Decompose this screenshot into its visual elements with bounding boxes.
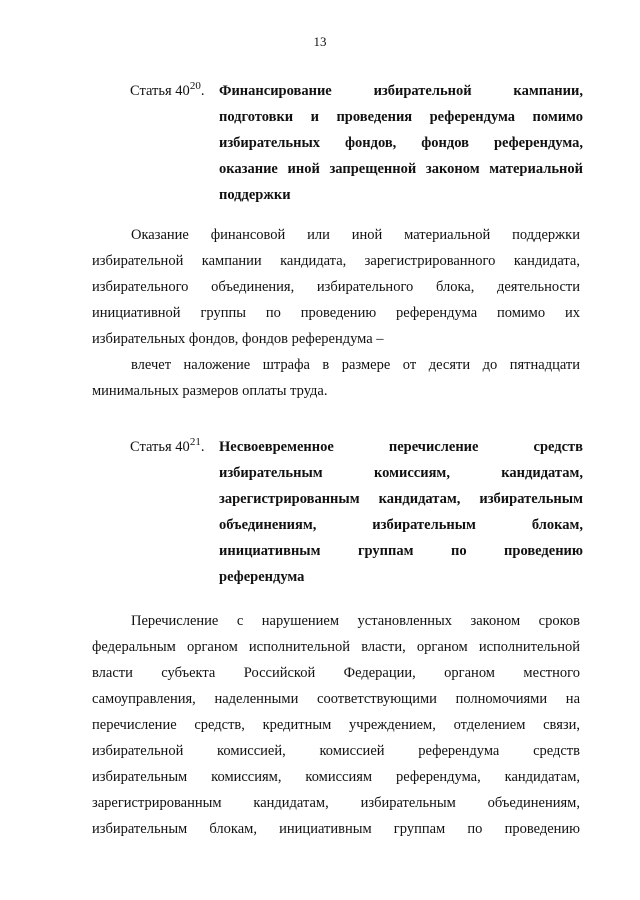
paragraph-line: власти субъекта Российской Федерации, органом местного	[92, 665, 580, 681]
article-title-line: референдума	[219, 569, 305, 585]
article-title-line: избирательным комиссиям, кандидатам,	[219, 465, 583, 481]
paragraph-line: влечет наложение штрафа в размере от десяти до пятнадцати	[131, 357, 580, 373]
article-title-line: оказание иной запрещенной законом материальной	[219, 161, 583, 177]
paragraph-line: избирательной комиссией, комиссией референдума средств	[92, 743, 580, 759]
article-paragraph	[92, 352, 580, 404]
article-label-text: Статья 40	[130, 439, 190, 455]
article-label-suffix: .	[200, 83, 205, 99]
paragraph-line: избирательным блокам, инициативным группам по проведению	[92, 821, 580, 837]
paragraph-line: минимальных размеров оплаты труда.	[92, 383, 328, 399]
article-label	[130, 80, 204, 100]
article-title-line: объединениям, избирательным блокам,	[219, 517, 583, 533]
paragraph-line: Оказание финансовой или иной материальной поддержки	[131, 227, 580, 243]
article-label	[130, 436, 204, 456]
article-title-line: Финансирование избирательной кампании,	[219, 83, 583, 99]
article-title	[219, 428, 583, 590]
article-heading	[0, 428, 640, 590]
article-paragraph	[92, 608, 580, 842]
paragraph-line: федеральным органом исполнительной власти, органом исполнительной	[92, 639, 580, 655]
paragraph-line: Перечисление с нарушением установленных законом сроков	[131, 613, 580, 629]
paragraph-line: избирательного объединения, избирательного блока, деятельности	[92, 279, 580, 295]
paragraph-line: избирательных фондов, фондов референдума –	[92, 331, 384, 347]
paragraph-line: самоуправления, наделенными соответствующими полномочиями на	[92, 691, 580, 707]
paragraph-line: зарегистрированным кандидатам, избирательным объединениям,	[92, 795, 580, 811]
paragraph-line: перечисление средств, кредитным учреждением, отделением связи,	[92, 717, 580, 733]
article-label-superscript: 20	[189, 80, 201, 92]
article-label-superscript: 21	[189, 436, 201, 448]
article-title-line: подготовки и проведения референдума помимо	[219, 109, 583, 125]
article-40-20	[0, 72, 640, 404]
paragraph-line: избирательной кампании кандидата, зарегистрированного кандидата,	[92, 253, 580, 269]
article-label-text: Статья 40	[130, 83, 190, 99]
article-title-line: избирательных фондов, фондов референдума,	[219, 135, 583, 151]
article-title	[219, 72, 583, 208]
article-body	[92, 608, 580, 842]
paragraph-line: инициативной группы по проведению референдума помимо их	[92, 305, 580, 321]
article-title-line: инициативным группам по проведению	[219, 543, 583, 559]
article-paragraph	[92, 222, 580, 352]
article-heading	[0, 72, 640, 208]
page-number: 13	[313, 34, 327, 49]
article-label-suffix: .	[200, 439, 205, 455]
article-body	[92, 222, 580, 404]
article-title-line: поддержки	[219, 187, 291, 203]
article-40-21	[0, 428, 640, 842]
article-title-line: Несвоевременное перечисление средств	[219, 439, 583, 455]
article-title-line: зарегистрированным кандидатам, избирательным	[219, 491, 583, 507]
paragraph-line: избирательным комиссиям, комиссиям референдума, кандидатам,	[92, 769, 580, 785]
